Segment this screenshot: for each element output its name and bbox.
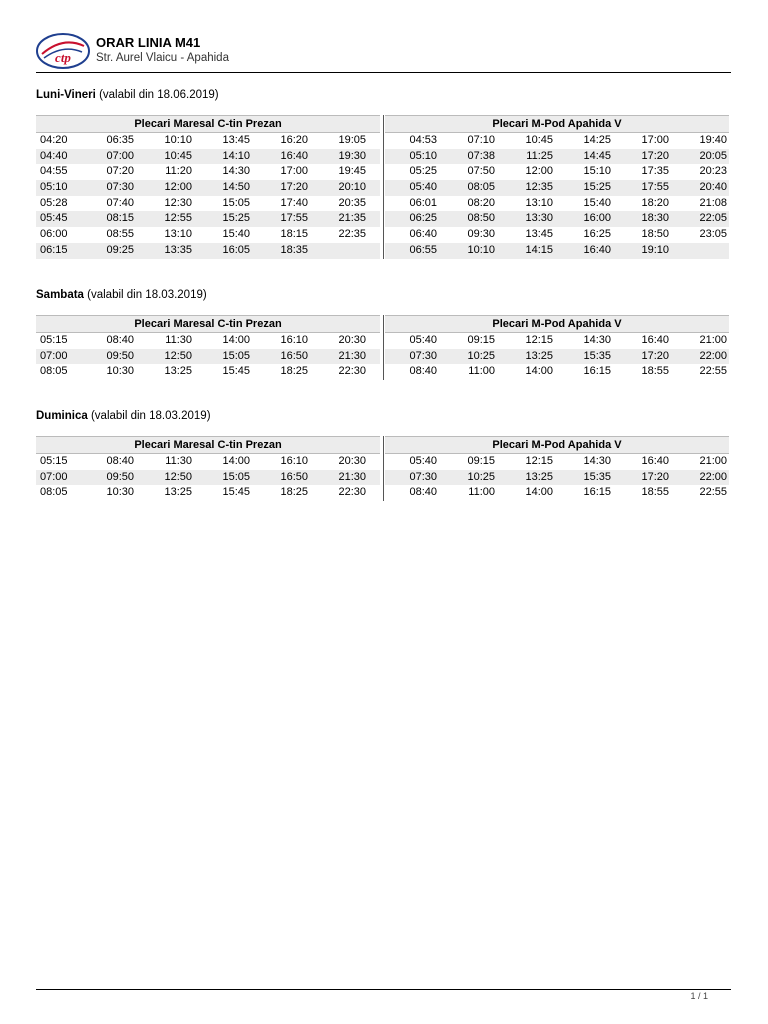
departure-time: 10:25: [467, 470, 495, 483]
departure-time: 12:50: [164, 349, 192, 362]
departure-time: 07:30: [409, 349, 437, 362]
departure-time: 13:45: [525, 228, 553, 241]
schedule-tables: [36, 436, 731, 501]
column-divider: [383, 436, 384, 501]
section-day: Luni-Vineri: [36, 89, 96, 101]
ctp-logo: [36, 32, 90, 70]
departure-time: 14:25: [583, 134, 611, 146]
departure-time: 17:20: [641, 470, 669, 483]
column-divider: [383, 115, 384, 259]
departure-time: 16:50: [280, 470, 308, 483]
table-row: [36, 211, 380, 227]
departure-time: 12:15: [525, 455, 553, 467]
departure-time: 13:10: [525, 196, 553, 209]
right-timetable: [385, 115, 729, 259]
departure-time: 18:55: [641, 486, 669, 499]
departure-time: 20:05: [699, 149, 727, 162]
header-rule: [36, 72, 731, 73]
departure-time: 04:55: [40, 165, 68, 178]
table-row: [36, 149, 380, 165]
departure-time: 15:05: [222, 196, 250, 209]
table-row: [36, 349, 380, 365]
section-title: [36, 87, 731, 103]
table-row: [36, 333, 380, 349]
departure-time: 22:05: [699, 212, 727, 225]
departure-time: 21:30: [338, 470, 366, 483]
table-row: [385, 349, 729, 365]
departure-time: 14:00: [222, 455, 250, 467]
departure-time: 22:35: [338, 228, 366, 241]
table-row: [385, 364, 729, 380]
departure-time: 17:00: [641, 134, 669, 146]
departure-time: 17:20: [641, 149, 669, 162]
departure-time: 08:40: [409, 486, 437, 499]
departure-time: 07:20: [106, 165, 134, 178]
departure-time: 06:01: [409, 196, 437, 209]
departure-time: 07:00: [106, 149, 134, 162]
departure-time: 10:10: [164, 134, 192, 146]
departure-time: 20:10: [338, 181, 366, 194]
schedule-section: [36, 287, 731, 380]
departure-time: 14:00: [222, 334, 250, 346]
page-number: 1 / 1: [690, 991, 708, 1001]
table-row: [36, 485, 380, 501]
departure-time: 12:55: [164, 212, 192, 225]
departure-time: 22:30: [338, 486, 366, 499]
departure-time: 18:20: [641, 196, 669, 209]
departure-time: 16:00: [583, 212, 611, 225]
departure-time: 08:05: [467, 181, 495, 194]
column-divider: [383, 315, 384, 380]
departure-time: 15:40: [583, 196, 611, 209]
departure-time: 15:40: [222, 228, 250, 241]
departure-time: 14:15: [525, 243, 553, 256]
timetable-header: Plecari M-Pod Apahida V: [385, 436, 729, 454]
departure-time: 10:25: [467, 349, 495, 362]
departure-time: 08:40: [106, 334, 134, 346]
section-title: [36, 287, 731, 303]
table-row: [385, 211, 729, 227]
departure-time: 17:00: [280, 165, 308, 178]
departure-time: 18:30: [641, 212, 669, 225]
departure-time: 20:30: [338, 455, 366, 467]
departure-time: 14:30: [583, 334, 611, 346]
departure-time: 17:35: [641, 165, 669, 178]
departure-time: 09:50: [106, 470, 134, 483]
departure-time: 12:50: [164, 470, 192, 483]
departure-time: 22:55: [699, 486, 727, 499]
departure-time: 12:35: [525, 181, 553, 194]
right-timetable: [385, 436, 729, 501]
departure-time: 08:20: [467, 196, 495, 209]
departure-time: 09:50: [106, 349, 134, 362]
departure-time: 10:45: [525, 134, 553, 146]
table-row: [36, 454, 380, 470]
departure-time: 20:23: [699, 165, 727, 178]
departure-time: 09:30: [467, 228, 495, 241]
section-day: Duminica: [36, 410, 88, 422]
departure-time: 16:05: [222, 243, 250, 256]
departure-time: 08:40: [106, 455, 134, 467]
departure-time: 15:05: [222, 470, 250, 483]
page-title: ORAR LINIA M41: [96, 35, 201, 50]
departure-time: 23:05: [699, 228, 727, 241]
table-row: [36, 227, 380, 243]
departure-time: 15:05: [222, 349, 250, 362]
departure-time: 05:15: [40, 334, 68, 346]
table-row: [385, 149, 729, 165]
departure-time: 17:20: [641, 349, 669, 362]
departure-time: 17:20: [280, 181, 308, 194]
departure-time: 16:40: [280, 149, 308, 162]
departure-time: 11:30: [165, 455, 192, 467]
departure-time: 13:30: [525, 212, 553, 225]
departure-time: 22:30: [338, 365, 366, 378]
departure-time: 19:05: [338, 134, 366, 146]
departure-time: 05:10: [40, 181, 68, 194]
departure-time: 04:20: [40, 134, 68, 146]
departure-time: 10:30: [106, 486, 134, 499]
departure-time: 14:00: [525, 365, 553, 378]
departure-time: 09:15: [467, 455, 495, 467]
table-row: [385, 180, 729, 196]
departure-time: 07:50: [467, 165, 495, 178]
departure-time: 11:00: [468, 486, 495, 499]
departure-time: 21:00: [699, 334, 727, 346]
departure-time: 16:20: [280, 134, 308, 146]
departure-time: 15:25: [583, 181, 611, 194]
departure-time: 17:55: [280, 212, 308, 225]
departure-time: 15:35: [583, 349, 611, 362]
departure-time: 13:45: [222, 134, 250, 146]
departure-time: 05:15: [40, 455, 68, 467]
departure-time: 17:55: [641, 181, 669, 194]
departure-time: 05:28: [40, 196, 68, 209]
departure-time: 22:00: [699, 349, 727, 362]
departure-time: 22:00: [699, 470, 727, 483]
departure-time: 19:30: [338, 149, 366, 162]
departure-time: 16:15: [583, 365, 611, 378]
departure-time: 12:00: [164, 181, 192, 194]
departure-time: 05:40: [409, 181, 437, 194]
departure-time: 20:35: [338, 196, 366, 209]
departure-time: 07:30: [409, 470, 437, 483]
page-subtitle: Str. Aurel Vlaicu - Apahida: [96, 52, 229, 64]
departure-time: 08:05: [40, 486, 68, 499]
departure-time: 04:53: [409, 134, 437, 146]
section-title: [36, 408, 731, 424]
departure-time: 11:20: [165, 165, 192, 178]
departure-time: 12:00: [525, 165, 553, 178]
table-row: [36, 364, 380, 380]
departure-time: 06:55: [409, 243, 437, 256]
departure-time: 21:35: [338, 212, 366, 225]
departure-time: 07:40: [106, 196, 134, 209]
departure-time: 16:10: [280, 455, 308, 467]
table-row: [385, 164, 729, 180]
departure-time: 08:40: [409, 365, 437, 378]
departure-time: 10:10: [467, 243, 495, 256]
departure-time: 19:45: [338, 165, 366, 178]
table-row: [385, 454, 729, 470]
departure-time: 18:25: [280, 365, 308, 378]
section-day: Sambata: [36, 289, 84, 301]
table-row: [385, 196, 729, 212]
left-timetable: [36, 315, 380, 380]
departure-time: 18:15: [280, 228, 308, 241]
departure-time: 18:55: [641, 365, 669, 378]
departure-time: 20:30: [338, 334, 366, 346]
departure-time: 13:25: [525, 470, 553, 483]
departure-time: 08:15: [106, 212, 134, 225]
departure-time: 07:00: [40, 470, 68, 483]
departure-time: 14:30: [222, 165, 250, 178]
table-row: [36, 133, 380, 149]
timetable-header: Plecari Maresal C-tin Prezan: [36, 115, 380, 133]
departure-time: 06:40: [409, 228, 437, 241]
departure-time: 04:40: [40, 149, 68, 162]
departure-time: 13:35: [164, 243, 192, 256]
departure-time: 20:40: [699, 181, 727, 194]
departure-time: 08:50: [467, 212, 495, 225]
departure-time: 11:30: [165, 334, 192, 346]
departure-time: 11:25: [526, 149, 553, 162]
departure-time: 10:45: [164, 149, 192, 162]
departure-time: 05:40: [409, 334, 437, 346]
departure-time: 21:30: [338, 349, 366, 362]
table-row: [36, 243, 380, 259]
departure-time: 15:25: [222, 212, 250, 225]
departure-time: 14:50: [222, 181, 250, 194]
section-validity: (valabil din 18.06.2019): [99, 89, 219, 101]
departure-time: 07:38: [467, 149, 495, 162]
timetable-header: Plecari Maresal C-tin Prezan: [36, 436, 380, 454]
departure-time: 05:25: [409, 165, 437, 178]
section-validity: (valabil din 18.03.2019): [90, 410, 211, 422]
table-row: [385, 227, 729, 243]
departure-time: 07:00: [40, 349, 68, 362]
table-row: [385, 133, 729, 149]
departure-time: 08:55: [106, 228, 134, 241]
table-row: [36, 470, 380, 486]
departure-time: 07:30: [106, 181, 134, 194]
departure-time: 13:25: [525, 349, 553, 362]
departure-time: 14:10: [222, 149, 250, 162]
departure-time: 05:10: [409, 149, 437, 162]
footer-rule: [36, 989, 731, 990]
departure-time: 06:15: [40, 243, 68, 256]
timetable-header: Plecari M-Pod Apahida V: [385, 315, 729, 333]
departure-time: 22:55: [699, 365, 727, 378]
departure-time: 09:25: [106, 243, 134, 256]
left-timetable: [36, 436, 380, 501]
table-row: [385, 243, 729, 259]
departure-time: 13:25: [164, 365, 192, 378]
departure-time: 06:00: [40, 228, 68, 241]
departure-time: 21:08: [699, 196, 727, 209]
departure-time: 08:05: [40, 365, 68, 378]
departure-time: 16:40: [641, 455, 669, 467]
departure-time: 15:35: [583, 470, 611, 483]
departure-time: 18:50: [641, 228, 669, 241]
departure-time: 07:10: [467, 134, 495, 146]
table-row: [36, 196, 380, 212]
departure-time: 12:15: [525, 334, 553, 346]
departure-time: 19:40: [699, 134, 727, 146]
departure-time: 14:30: [583, 455, 611, 467]
departure-time: 06:35: [106, 134, 134, 146]
departure-time: 15:45: [222, 365, 250, 378]
right-timetable: [385, 315, 729, 380]
timetable-header: Plecari Maresal C-tin Prezan: [36, 315, 380, 333]
departure-time: 16:25: [583, 228, 611, 241]
left-timetable: [36, 115, 380, 259]
departure-time: 16:15: [583, 486, 611, 499]
table-row: [385, 485, 729, 501]
departure-time: 17:40: [280, 196, 308, 209]
departure-time: 09:15: [467, 334, 495, 346]
table-row: [36, 180, 380, 196]
page-header: [36, 30, 731, 72]
table-row: [36, 164, 380, 180]
logo-text: ctp: [55, 50, 71, 65]
departure-time: 06:25: [409, 212, 437, 225]
departure-time: 14:45: [583, 149, 611, 162]
departure-time: 05:40: [409, 455, 437, 467]
table-row: [385, 333, 729, 349]
departure-time: 18:35: [280, 243, 308, 256]
departure-time: 21:00: [699, 455, 727, 467]
departure-time: 10:30: [106, 365, 134, 378]
timetable-header: Plecari M-Pod Apahida V: [385, 115, 729, 133]
departure-time: 13:10: [164, 228, 192, 241]
schedule-section: [36, 408, 731, 501]
departure-time: 12:30: [164, 196, 192, 209]
departure-time: 11:00: [468, 365, 495, 378]
schedule-section: [36, 87, 731, 259]
departure-time: 14:00: [525, 486, 553, 499]
departure-time: 18:25: [280, 486, 308, 499]
schedule-tables: [36, 115, 731, 259]
departure-time: 16:10: [280, 334, 308, 346]
departure-time: 19:10: [641, 243, 669, 256]
departure-time: 15:10: [583, 165, 611, 178]
departure-time: 16:40: [583, 243, 611, 256]
departure-time: 16:50: [280, 349, 308, 362]
departure-time: 16:40: [641, 334, 669, 346]
schedule-tables: [36, 315, 731, 380]
table-row: [385, 470, 729, 486]
departure-time: 05:45: [40, 212, 68, 225]
departure-time: 15:45: [222, 486, 250, 499]
departure-time: 13:25: [164, 486, 192, 499]
section-validity: (valabil din 18.03.2019): [87, 289, 207, 301]
